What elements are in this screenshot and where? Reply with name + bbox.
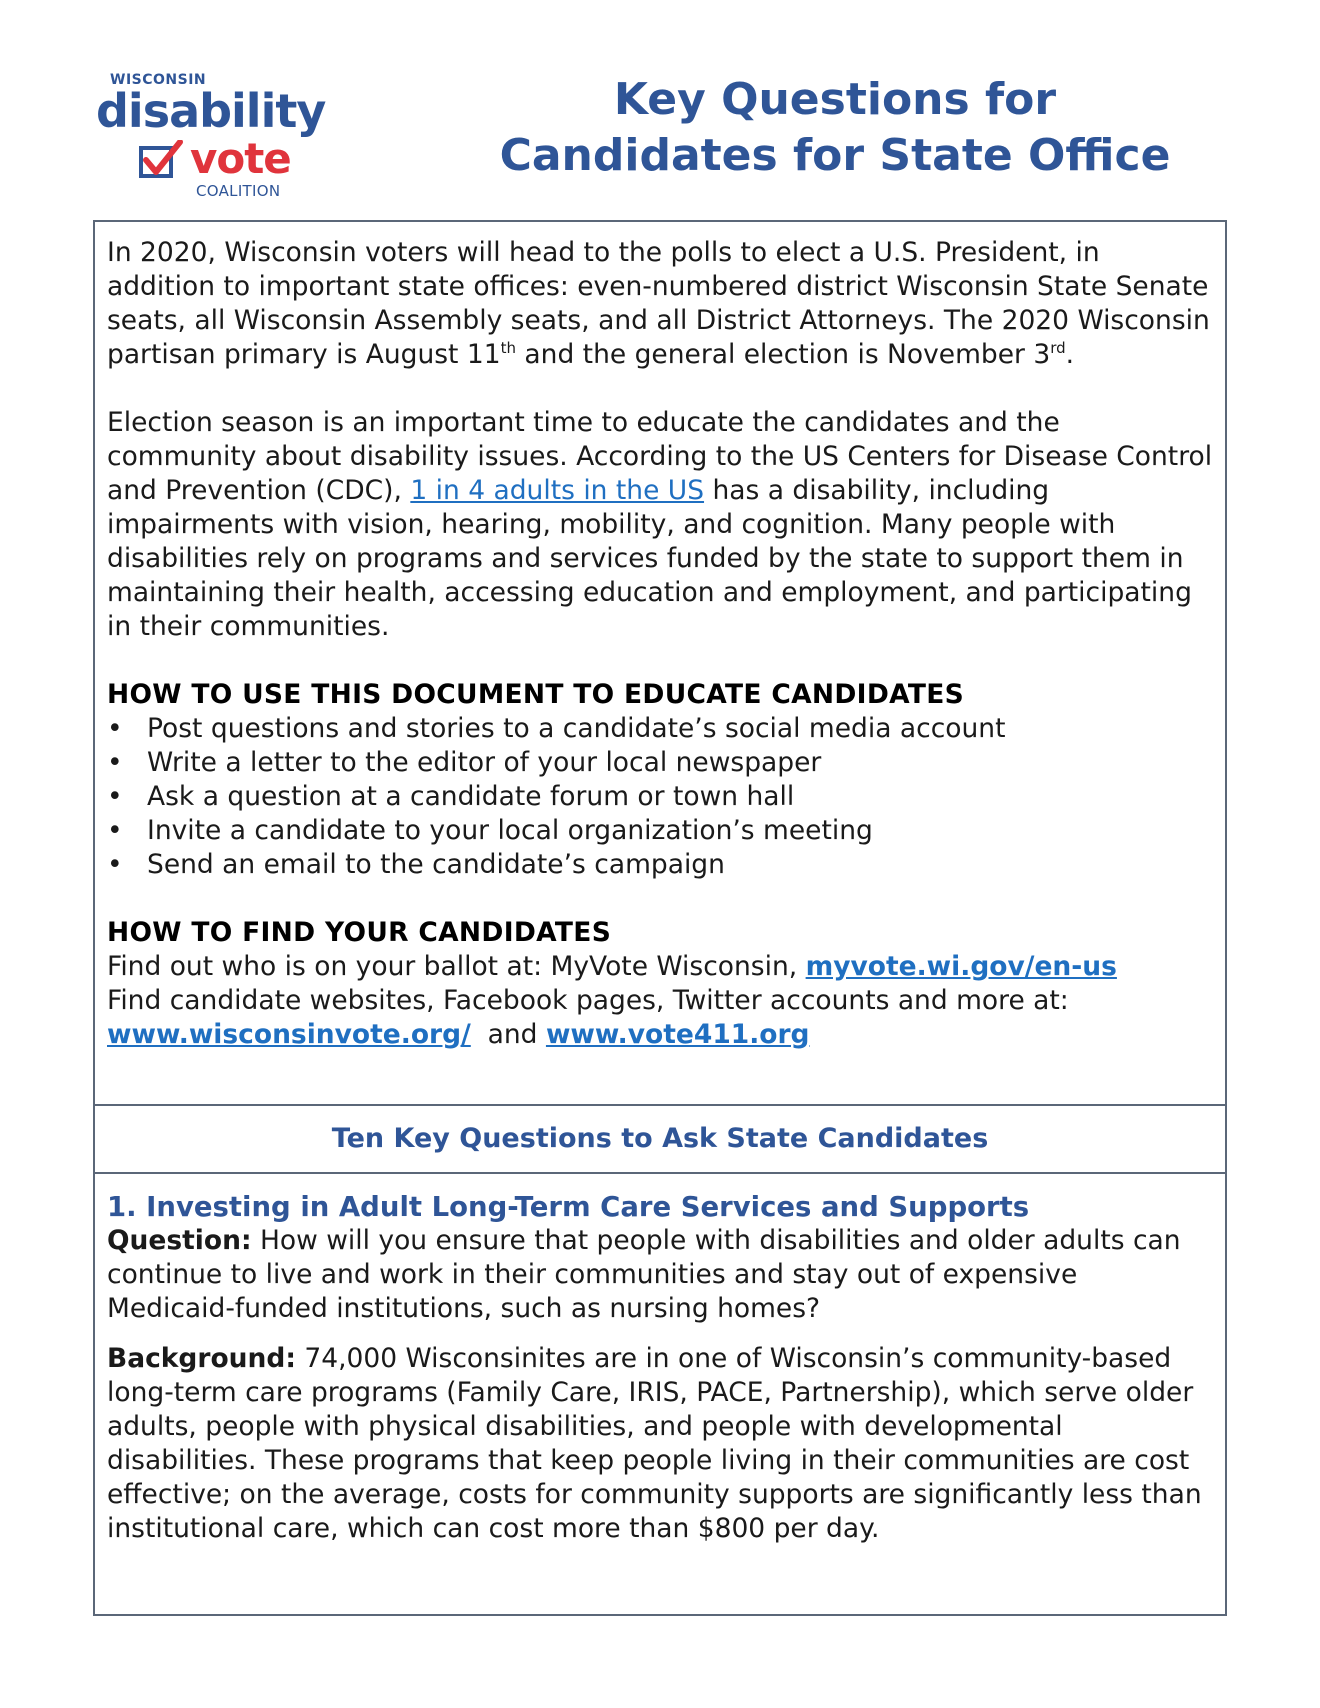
cdc-statistic-link[interactable]: 1 in 4 adults in the US bbox=[410, 475, 705, 506]
wisconsinvote-link[interactable]: www.wisconsinvote.org/ bbox=[107, 1019, 471, 1050]
question-1-box bbox=[93, 1172, 1227, 1616]
myvote-link[interactable]: myvote.wi.gov/en-us bbox=[805, 951, 1117, 982]
bullet-icon: • bbox=[107, 849, 123, 880]
list-item: • Post questions and stories to a candidate’s social media account bbox=[107, 713, 1006, 744]
ten-questions-header-box bbox=[93, 1104, 1227, 1174]
list-item: • Write a letter to the editor of your local newspaper bbox=[107, 747, 822, 778]
intro-box bbox=[93, 220, 1227, 1106]
question-1-background: Background: 74,000 Wisconsinites are in one of Wisconsin’s community-based long-term care programs (Family Care, IRIS, PACE, Partnership), which serve older adults, people with physical disabilities, and people with developmental disabilities. These programs that keep people living in their communities are cost effective; on the average, costs for community supports are significantly less than institutional care, which can cost more than $800 per day. bbox=[107, 1343, 1202, 1544]
bullet-icon: • bbox=[107, 747, 123, 778]
bullet-icon: • bbox=[107, 781, 123, 812]
checkbox-check-icon bbox=[138, 140, 184, 180]
wisconsin-disability-vote-coalition-logo bbox=[96, 70, 326, 200]
logo-coalition: COALITION bbox=[196, 182, 281, 200]
logo-state: WISCONSIN bbox=[110, 72, 207, 88]
list-item: • Ask a question at a candidate forum or town hall bbox=[107, 781, 795, 812]
find-line-3: www.wisconsinvote.org/ and www.vote411.org bbox=[107, 1019, 810, 1050]
how-to-use-list bbox=[107, 712, 1213, 882]
logo-vote: vote bbox=[190, 134, 291, 183]
intro-paragraph-2: Election season is an important time to educate the candidates and the community about disability issues. According to the US Centers for Disease Control and Prevention (CDC), 1 in 4 adults in the US has a disability, including impairments with vision, hearing, mobility, and cognition. Many people with disabilities rely on programs and services funded by the state to support them in maintaining their health, accessing education and employment, and participating in their communities. bbox=[107, 407, 1213, 642]
page-title bbox=[420, 72, 1250, 184]
vote411-link[interactable]: www.vote411.org bbox=[545, 1019, 810, 1050]
list-item: • Send an email to the candidate’s campaign bbox=[107, 849, 725, 880]
how-to-use-heading: HOW TO USE THIS DOCUMENT TO EDUCATE CANDIDATES bbox=[107, 679, 965, 710]
bullet-icon: • bbox=[107, 815, 123, 846]
list-item: • Invite a candidate to your local organization’s meeting bbox=[107, 815, 873, 846]
find-candidates-heading: HOW TO FIND YOUR CANDIDATES bbox=[107, 917, 612, 948]
intro-paragraph-1: In 2020, Wisconsin voters will head to the polls to elect a U.S. President, in addition to important state offices: even-numbered district Wisconsin State Senate seats, all Wisconsin Assembly seats, and all District Attorneys. The 2020 Wisconsin partisan primary is August 11th and the general election is November 3rd. bbox=[107, 237, 1210, 370]
question-1-question: Question: How will you ensure that people with disabilities and older adults can continue to live and work in their communities and stay out of expensive Medicaid-funded institutions, such as nursing homes? bbox=[107, 1225, 1181, 1324]
question-1-title: 1. Investing in Adult Long-Term Care Services and Supports bbox=[107, 1191, 1030, 1223]
find-line-1: Find out who is on your ballot at: MyVote Wisconsin, myvote.wi.gov/en-us bbox=[107, 951, 1117, 982]
bullet-icon: • bbox=[107, 713, 123, 744]
logo-disability: disability bbox=[96, 84, 326, 138]
find-line-2: Find candidate websites, Facebook pages, Twitter accounts and more at: bbox=[107, 985, 1069, 1016]
title-line-1: Key Questions for bbox=[613, 74, 1057, 125]
ten-questions-heading: Ten Key Questions to Ask State Candidates bbox=[331, 1123, 989, 1154]
title-line-2: Candidates for State Office bbox=[499, 130, 1171, 181]
